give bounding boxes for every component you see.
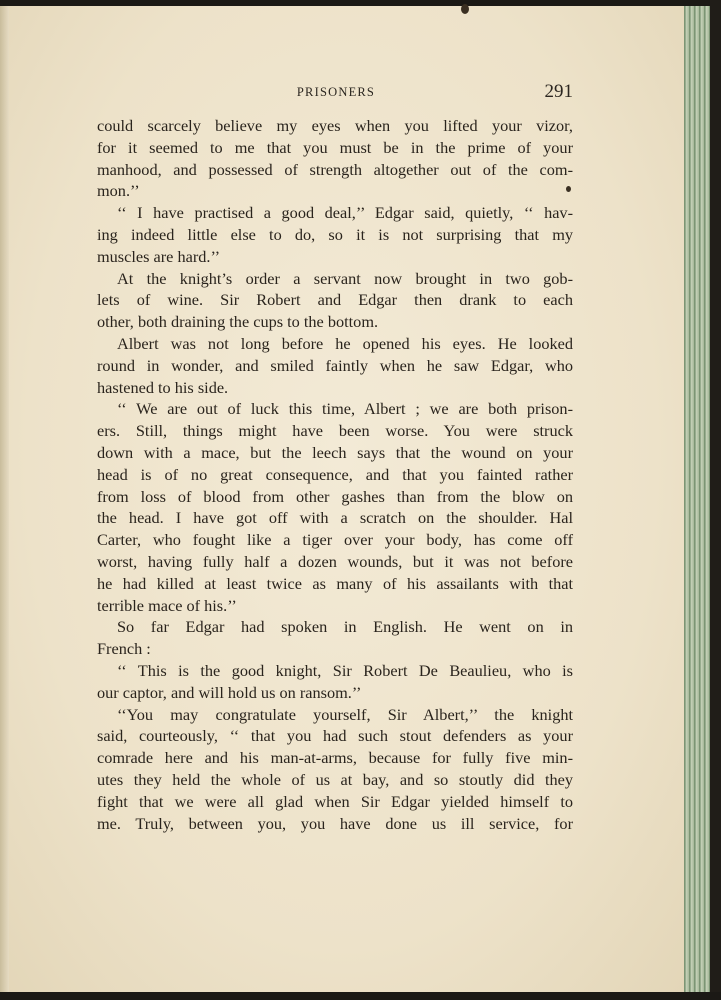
page-number: 291 <box>544 81 573 102</box>
page-fore-edge <box>684 6 710 992</box>
text-line: terrible mace of his.’’ <box>97 595 237 615</box>
text-line: ing indeed little else to do, so it is not surprising that my <box>97 224 573 244</box>
text-line: for it seemed to me that you must be in the prime of your <box>97 137 573 157</box>
text-line: hastened to his side. <box>97 377 229 397</box>
text-line: French : <box>97 639 151 659</box>
text-line: round in wonder, and smiled faintly when he saw Edgar, who <box>97 355 573 375</box>
text-line: So far Edgar had spoken in English. He went on in <box>117 617 573 637</box>
text-line: fight that we were all glad when Sir Edgar yielded himself to <box>97 791 573 811</box>
text-line: from loss of blood from other gashes than from the blow on <box>97 486 573 506</box>
text-line: the head. I have got off with a scratch on the shoulder. Hal <box>97 508 573 528</box>
scan-bottom-border <box>0 992 721 1000</box>
text-line: utes they held the whole of us at bay, and so stoutly did they <box>97 769 573 789</box>
text-line: ‘‘You may congratulate yourself, Sir Albert,’’ the knight <box>117 704 573 724</box>
ink-blot-top <box>461 4 469 14</box>
text-line: our captor, and will hold us on ransom.’’ <box>97 682 362 702</box>
body-text <box>97 115 573 834</box>
text-line: Carter, who fought like a tiger over your body, has come off <box>97 530 573 550</box>
text-line: At the knight’s order a servant now brought in two gob- <box>117 268 573 288</box>
text-line: ‘‘ We are out of luck this time, Albert ; we are both prison- <box>117 399 573 419</box>
text-line: mon.’’ <box>97 181 140 201</box>
book-cover-edge <box>710 0 721 1000</box>
running-head: PRISONERS <box>296 85 376 99</box>
text-line: comrade here and his man-at-arms, because for fully five min- <box>97 748 573 768</box>
text-line: lets of wine. Sir Robert and Edgar then drank to each <box>97 290 573 310</box>
text-line: could scarcely believe my eyes when you lifted your vizor, <box>97 116 573 135</box>
text-line: me. Truly, between you, you have done us ill service, for <box>97 813 573 833</box>
text-line: head is of no great consequence, and that you fainted rather <box>97 464 573 484</box>
page-header <box>96 82 576 106</box>
text-line: he had killed at least twice as many of his assailants with that <box>97 573 573 593</box>
text-line: muscles are hard.’’ <box>97 246 221 266</box>
text-line: down with a mace, but the leech says that the wound on your <box>97 442 573 462</box>
text-line: ers. Still, things might have been worse. You were struck <box>97 421 573 441</box>
text-line: ‘‘ I have practised a good deal,’’ Edgar said, quietly, ‘‘ hav- <box>117 203 573 223</box>
text-line: other, both draining the cups to the bottom. <box>97 312 379 332</box>
text-line: worst, having fully half a dozen wounds, but it was not before <box>97 551 573 571</box>
text-line: said, courteously, ‘‘ that you had such stout defenders as your <box>97 726 573 746</box>
text-line: manhood, and possessed of strength altogether out of the com- <box>97 159 573 179</box>
page-gutter-edge <box>0 6 9 992</box>
text-line: ‘‘ This is the good knight, Sir Robert De Beaulieu, who is <box>117 660 573 680</box>
text-line: Albert was not long before he opened his eyes. He looked <box>117 333 573 353</box>
